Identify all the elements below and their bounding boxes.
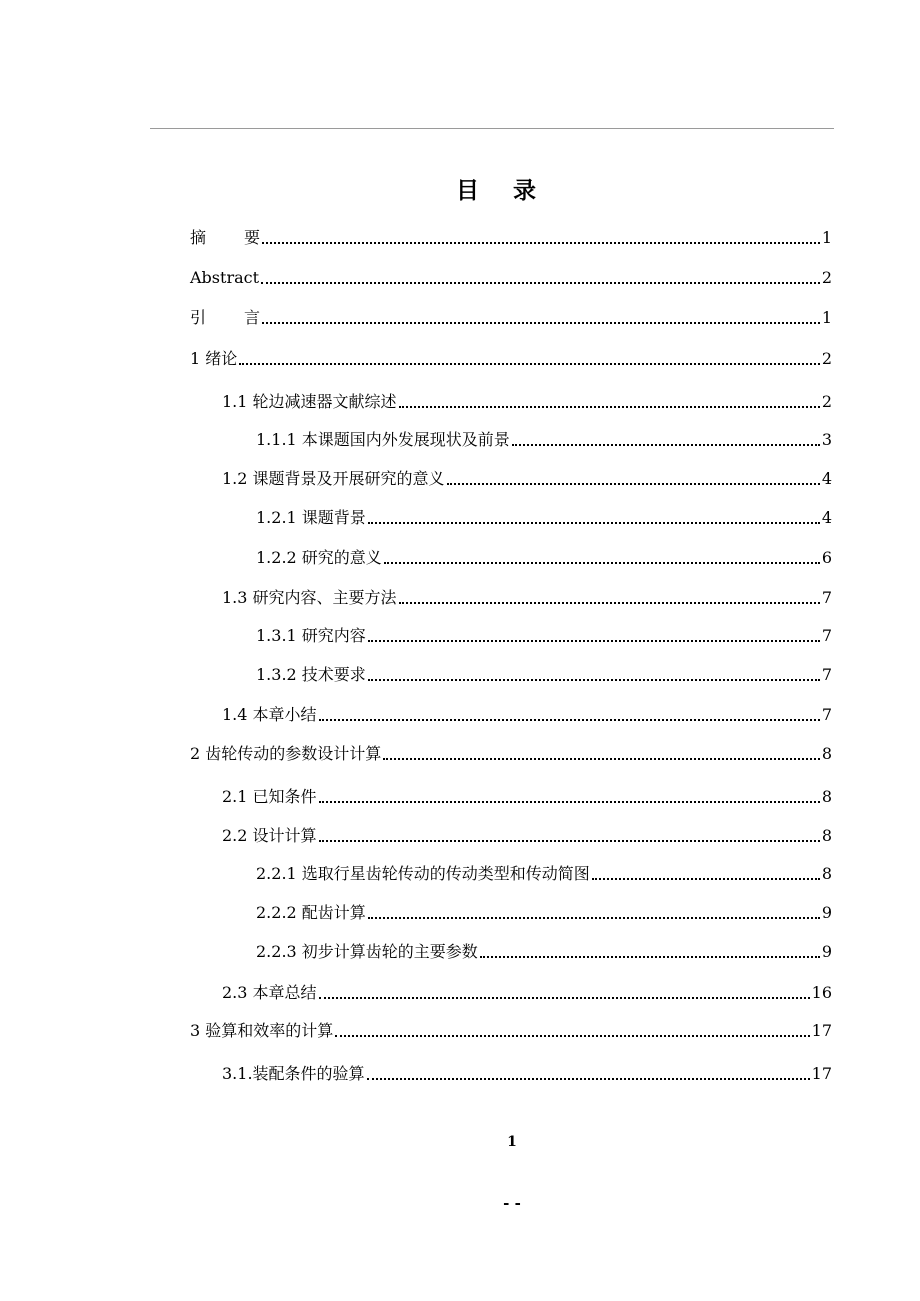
- toc-entry-page: 7: [821, 665, 832, 684]
- toc-entry-page: 4: [821, 508, 832, 527]
- toc-leader-dots: [368, 640, 820, 642]
- toc-entry-title: 1 绪论: [190, 349, 238, 368]
- toc-entry-title: 2.3 本章总结: [222, 983, 317, 1002]
- toc-entry-abstract-en[interactable]: [190, 265, 832, 289]
- toc-leader-dots: [319, 997, 810, 999]
- toc-entry-1-1[interactable]: [222, 389, 832, 413]
- toc-entry-title: 1.4 本章小结: [222, 705, 317, 724]
- toc-leader-dots: [384, 562, 820, 564]
- toc-entry-page: 1: [821, 228, 832, 247]
- toc-leader-dots: [319, 801, 820, 803]
- toc-leader-dots: [447, 483, 820, 485]
- toc-entry-introduction[interactable]: [190, 305, 832, 329]
- toc-entry-chapter-3[interactable]: [190, 1018, 832, 1042]
- toc-entry-1-2[interactable]: [222, 466, 832, 490]
- toc-leader-dots: [399, 602, 820, 604]
- toc-entry-2-2[interactable]: [222, 823, 832, 847]
- toc-entry-title: 1.3 研究内容、主要方法: [222, 588, 397, 607]
- toc-entry-page: 9: [821, 903, 832, 922]
- toc-entry-title: 2.2.3 初步计算齿轮的主要参数: [256, 942, 478, 961]
- toc-leader-dots: [335, 1035, 809, 1037]
- toc-entry-page: 7: [821, 705, 832, 724]
- toc-entry-title: 3.1.装配条件的验算: [222, 1064, 365, 1083]
- toc-entry-abstract-cn[interactable]: [190, 225, 832, 249]
- toc-leader-dots: [261, 282, 820, 284]
- toc-entry-1-3-2[interactable]: [256, 662, 832, 686]
- toc-entry-title: 1.3.2 技术要求: [256, 665, 366, 684]
- toc-entry-title: Abstract: [190, 268, 260, 287]
- toc-leader-dots: [262, 242, 820, 244]
- toc-leader-dots: [368, 679, 820, 681]
- toc-leader-dots: [368, 522, 820, 524]
- toc-leader-dots: [592, 878, 820, 880]
- toc-entry-page: 8: [821, 787, 832, 806]
- toc-entry-page: 2: [821, 268, 832, 287]
- toc-entry-page: 6: [821, 548, 832, 567]
- toc-entry-1-4[interactable]: [222, 702, 832, 726]
- toc-leader-dots: [319, 840, 820, 842]
- toc-entry-1-3-1[interactable]: [256, 623, 832, 647]
- toc-title: 目录: [456, 177, 570, 204]
- footer-mark: - -: [503, 1194, 521, 1212]
- toc-entry-page: 3: [821, 430, 832, 449]
- toc-leader-dots: [480, 956, 820, 958]
- toc-entry-title: 2 齿轮传动的参数设计计算: [190, 744, 382, 763]
- toc-entry-page: 8: [821, 864, 832, 883]
- toc-entry-title: 1.2.2 研究的意义: [256, 548, 382, 567]
- toc-leader-dots: [367, 1078, 810, 1080]
- toc-entry-2-2-2[interactable]: [256, 900, 832, 924]
- toc-entry-page: 8: [821, 744, 832, 763]
- toc-leader-dots: [368, 917, 820, 919]
- toc-entry-title: 1.1 轮边减速器文献综述: [222, 392, 397, 411]
- toc-entry-2-2-3[interactable]: [256, 939, 832, 963]
- toc-entry-page: 17: [811, 1064, 832, 1083]
- toc-entry-1-2-2[interactable]: [256, 545, 832, 569]
- toc-entry-page: 4: [821, 469, 832, 488]
- toc-entry-page: 2: [821, 349, 832, 368]
- toc-leader-dots: [399, 406, 820, 408]
- toc-entry-1-2-1[interactable]: [256, 505, 832, 529]
- toc-entry-title: 2.2.2 配齿计算: [256, 903, 366, 922]
- toc-entry-title: 1.1.1 本课题国内外发展现状及前景: [256, 430, 510, 449]
- toc-leader-dots: [512, 444, 820, 446]
- toc-entry-title: 1.3.1 研究内容: [256, 626, 366, 645]
- toc-entry-2-3[interactable]: [222, 980, 832, 1004]
- header-rule: [150, 128, 834, 129]
- page-number: 1: [507, 1134, 517, 1150]
- toc-leader-dots: [262, 322, 820, 324]
- toc-entry-1-1-1[interactable]: [256, 427, 832, 451]
- toc-entry-title: 摘要: [190, 228, 299, 247]
- toc-entry-2-1[interactable]: [222, 784, 832, 808]
- toc-entry-title: 2.1 已知条件: [222, 787, 317, 806]
- toc-entry-1-3[interactable]: [222, 585, 832, 609]
- toc-entry-title: 1.2.1 课题背景: [256, 508, 366, 527]
- toc-entry-title: 3 验算和效率的计算: [190, 1021, 334, 1040]
- toc-entry-page: 7: [821, 626, 832, 645]
- toc-entry-title: 1.2 课题背景及开展研究的意义: [222, 469, 445, 488]
- toc-entry-page: 9: [821, 942, 832, 961]
- toc-entry-page: 1: [821, 308, 832, 327]
- toc-entry-2-2-1[interactable]: [256, 861, 832, 885]
- toc-leader-dots: [239, 363, 820, 365]
- toc-entry-page: 17: [811, 1021, 832, 1040]
- toc-leader-dots: [383, 758, 820, 760]
- toc-entry-page: 7: [821, 588, 832, 607]
- toc-entry-chapter-2[interactable]: [190, 741, 832, 765]
- toc-entry-title: 引言: [190, 308, 299, 327]
- toc-leader-dots: [319, 719, 820, 721]
- toc-entry-page: 8: [821, 826, 832, 845]
- toc-entry-title: 2.2.1 选取行星齿轮传动的传动类型和传动简图: [256, 864, 590, 883]
- toc-entry-title: 2.2 设计计算: [222, 826, 317, 845]
- toc-entry-3-1[interactable]: [222, 1061, 832, 1085]
- toc-entry-page: 16: [811, 983, 832, 1002]
- toc-entry-page: 2: [821, 392, 832, 411]
- toc-entry-chapter-1[interactable]: [190, 346, 832, 370]
